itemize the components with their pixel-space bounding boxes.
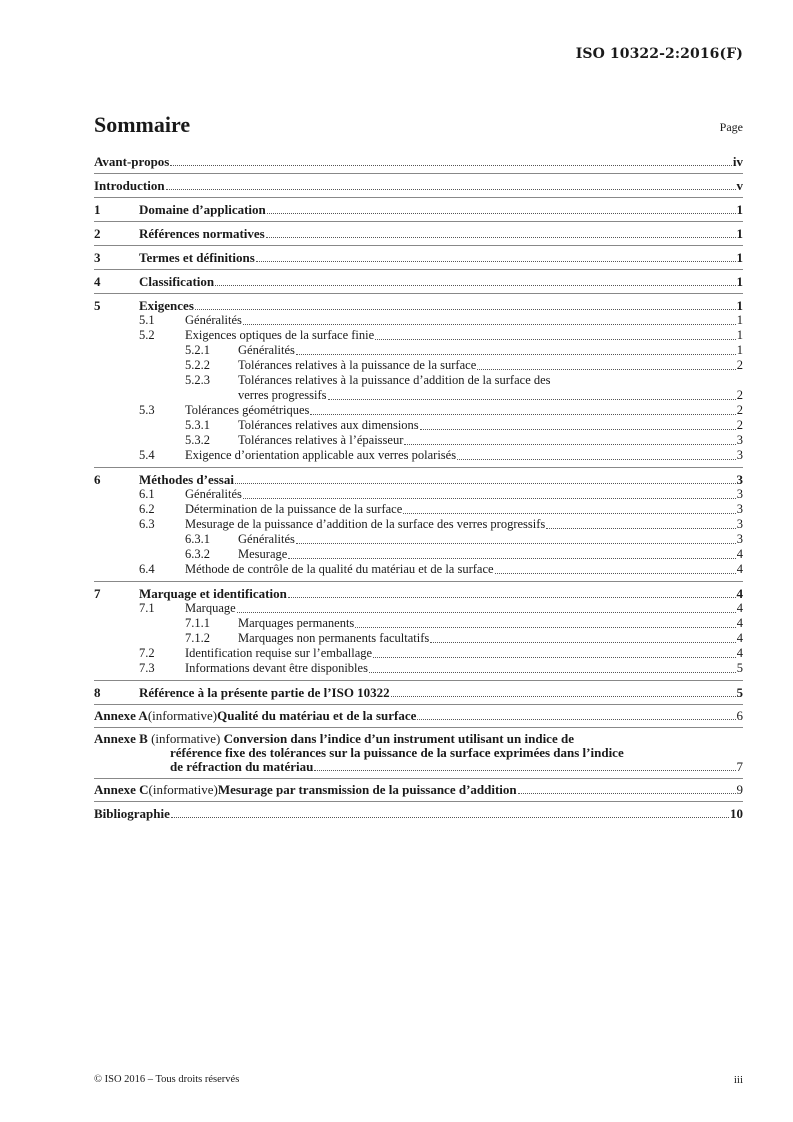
toc-separator <box>94 173 743 174</box>
bibliography-page: 10 <box>730 806 743 821</box>
toc-entry[interactable] <box>94 274 743 289</box>
annex-title: de réfraction du matériau <box>170 759 314 774</box>
toc-entry-number: 6.4 <box>139 562 155 576</box>
annex-entry[interactable] <box>94 783 743 797</box>
toc-entry-line <box>94 586 743 601</box>
toc-entry[interactable] <box>94 631 743 646</box>
page-title: Sommaire <box>94 112 191 137</box>
toc-entry-title: Références normatives <box>139 226 265 241</box>
toc-entry-page: 4 <box>736 601 743 615</box>
dot-leader <box>296 354 736 355</box>
toc-entry-line <box>139 313 743 328</box>
toc-entry-title: Termes et définitions <box>139 250 255 265</box>
document-id: ISO 10322-2:2016(F) <box>575 46 743 62</box>
toc-entry-number: 5.2 <box>139 328 155 342</box>
toc-entry-title: Marquage et identification <box>139 586 287 601</box>
toc-entry-number: 5.3 <box>139 403 155 417</box>
toc-entry-page: 1 <box>736 250 743 265</box>
annex-title: référence fixe des tolérances sur la puissance de la surface exprimées dans l’indice <box>170 745 624 760</box>
toc-entry-page: 1 <box>736 328 743 342</box>
toc-entry[interactable] <box>94 517 743 532</box>
dot-leader <box>495 573 736 574</box>
dot-leader <box>430 642 735 643</box>
toc-entry-number: 3 <box>94 250 101 265</box>
toc-entry-page: 2 <box>736 388 743 402</box>
annex-type: (informative) <box>147 708 218 723</box>
toc-entry-page: 3 <box>736 502 743 516</box>
toc-separator <box>94 704 743 705</box>
toc-entry-line <box>139 328 743 343</box>
toc-entry[interactable] <box>94 202 743 217</box>
annex-label: Annexe A <box>94 708 148 723</box>
toc-entry-title: Généralités <box>238 343 295 357</box>
toc-entry[interactable] <box>94 502 743 517</box>
toc-entry-title: Tolérances relatives aux dimensions <box>238 418 419 432</box>
toc-entry[interactable] <box>94 358 743 373</box>
toc-entry[interactable] <box>94 562 743 577</box>
toc-separator <box>94 581 743 582</box>
toc-entry-line <box>185 343 743 358</box>
toc-entry-page: 1 <box>736 343 743 357</box>
toc-entry-number: 5.1 <box>139 313 155 327</box>
toc-entry-page: iv <box>732 154 743 169</box>
toc-entry-page: 1 <box>736 298 743 313</box>
toc-separator <box>94 778 743 779</box>
toc-entry-title: Mesurage <box>238 547 288 561</box>
toc-entry-number: 5.2.1 <box>185 343 210 357</box>
toc-entry[interactable] <box>94 433 743 448</box>
dot-leader <box>546 528 735 529</box>
toc-entry[interactable] <box>94 547 743 562</box>
toc-entry[interactable] <box>94 646 743 661</box>
toc-entry-title: Méthode de contrôle de la qualité du matériau et de la surface <box>185 562 494 576</box>
toc-entry-number: 2 <box>94 226 101 241</box>
toc-entry[interactable] <box>94 586 743 601</box>
bibliography-entry[interactable] <box>94 806 743 821</box>
toc-entry-line <box>139 646 743 661</box>
toc-entry-title: Tolérances relatives à la puissance d’addition de la surface des <box>238 373 551 387</box>
toc-entry-title: Marquages permanents <box>238 616 355 630</box>
dot-leader <box>417 719 735 720</box>
toc-entry-line <box>94 250 743 265</box>
toc-entry-page: 1 <box>736 202 743 217</box>
toc-entry-line <box>185 373 743 388</box>
page-number: iii <box>733 1074 743 1086</box>
annex-entry-line <box>94 732 743 746</box>
toc-separator <box>94 293 743 294</box>
dot-leader <box>235 483 736 484</box>
toc-entry[interactable] <box>94 343 743 358</box>
toc-entry-title: Généralités <box>185 313 242 327</box>
dot-leader <box>369 672 736 673</box>
dot-leader <box>328 399 736 400</box>
toc-entry-page: 4 <box>736 586 743 601</box>
annex-title: Qualité du matériau et de la surface <box>217 708 417 723</box>
toc-entry-page: 1 <box>736 274 743 289</box>
bibliography-title: Bibliographie <box>94 806 170 821</box>
toc-entry-title: Mesurage de la puissance d’addition de la surface des verres progressifs <box>185 517 546 531</box>
toc-entry[interactable] <box>94 601 743 616</box>
toc-entry[interactable] <box>94 373 743 403</box>
annex-page: 9 <box>736 782 743 797</box>
copyright-notice: © ISO 2016 – Tous droits réservés <box>94 1074 240 1085</box>
annex-entry[interactable] <box>94 709 743 723</box>
annex-page: 6 <box>736 708 743 723</box>
dot-leader <box>420 429 736 430</box>
toc-entry-page: 3 <box>736 532 743 546</box>
dot-leader <box>166 189 736 190</box>
dot-leader <box>288 558 735 559</box>
annex-title: Mesurage par transmission de la puissance d’addition <box>217 782 517 797</box>
dot-leader <box>404 444 735 445</box>
toc-entry-line <box>139 517 743 532</box>
toc-entry-number: 5.4 <box>139 448 155 462</box>
page-column-label: Page <box>719 120 743 134</box>
toc-entry-number: 6.3.2 <box>185 547 210 561</box>
dot-leader <box>457 459 736 460</box>
toc-entry-line <box>94 685 743 700</box>
toc-entry-page: 3 <box>736 472 743 487</box>
toc-entry[interactable] <box>94 418 743 433</box>
toc-entry-page: 1 <box>736 226 743 241</box>
toc-entry-title-continued: verres progressifs <box>238 388 327 402</box>
toc-entry-page: 2 <box>736 358 743 372</box>
toc-entry-page: 4 <box>736 616 743 630</box>
toc-entry-title: Informations devant être disponibles <box>185 661 368 675</box>
dot-leader <box>171 817 729 818</box>
dot-leader <box>518 793 736 794</box>
dot-leader <box>256 261 736 262</box>
dot-leader <box>237 612 736 613</box>
toc-entry-number: 7.1.2 <box>185 631 210 645</box>
toc-entry-page: 2 <box>736 418 743 432</box>
toc-separator <box>94 221 743 222</box>
toc-entry-number: 5.2.2 <box>185 358 210 372</box>
toc-entry-line <box>185 631 743 646</box>
toc-entry-line <box>185 418 743 433</box>
toc-entry-line <box>94 274 743 289</box>
toc-entry-line <box>139 661 743 676</box>
toc-entry-title: Classification <box>139 274 215 289</box>
toc-entry-page: 3 <box>736 517 743 531</box>
toc-entry-line <box>185 388 743 403</box>
toc-entry-title: Tolérances géométriques <box>185 403 310 417</box>
annex-label: Annexe B <box>94 731 148 746</box>
toc-separator <box>94 197 743 198</box>
toc-entry-line <box>94 226 743 241</box>
toc-entry[interactable] <box>94 328 743 343</box>
dot-leader <box>355 627 735 628</box>
annex-label: Annexe C <box>94 782 149 797</box>
toc-entry-title: Détermination de la puissance de la surface <box>185 502 403 516</box>
toc-separator <box>94 467 743 468</box>
dot-leader <box>195 309 736 310</box>
toc-entry-number: 1 <box>94 202 101 217</box>
annex-title: Conversion dans l’indice d’un instrument utilisant un indice de <box>223 731 574 746</box>
toc-entry-line <box>94 154 743 169</box>
dot-leader <box>170 165 732 166</box>
dot-leader <box>288 597 736 598</box>
toc-entry-title: Marquages non permanents facultatifs <box>238 631 430 645</box>
toc-entry-page: 1 <box>736 313 743 327</box>
toc-entry[interactable] <box>94 178 743 193</box>
toc-entry-line <box>94 472 743 487</box>
toc-entry-number: 7.1.1 <box>185 616 210 630</box>
toc-entry[interactable] <box>94 313 743 328</box>
toc-entry-line <box>94 202 743 217</box>
dot-leader <box>373 657 736 658</box>
toc-entry-number: 7.3 <box>139 661 155 675</box>
toc-entry[interactable] <box>94 472 743 487</box>
dot-leader <box>267 213 736 214</box>
toc-separator <box>94 269 743 270</box>
dot-leader <box>375 339 736 340</box>
toc-entry-number: 6.2 <box>139 502 155 516</box>
dot-leader <box>215 285 735 286</box>
toc-entry-number: 8 <box>94 685 101 700</box>
toc-entry[interactable] <box>94 661 743 676</box>
toc-entry-page: 4 <box>736 547 743 561</box>
dot-leader <box>243 324 736 325</box>
annex-entry-line <box>94 783 743 797</box>
toc-separator <box>94 680 743 681</box>
toc-entry-page: 5 <box>736 661 743 675</box>
toc-entry-title: Marquage <box>185 601 236 615</box>
toc-entry-number: 5.3.1 <box>185 418 210 432</box>
toc-entry-page: 5 <box>736 685 743 700</box>
toc-separator <box>94 727 743 728</box>
toc-entry-title: Référence à la présente partie de l’ISO 10322 <box>139 685 390 700</box>
dot-leader <box>314 770 735 771</box>
dot-leader <box>296 543 736 544</box>
toc-entry-page: 4 <box>736 631 743 645</box>
toc-entry[interactable] <box>94 298 743 313</box>
toc-entry[interactable] <box>94 226 743 241</box>
toc-entry[interactable] <box>94 250 743 265</box>
dot-leader <box>310 414 735 415</box>
toc-entry[interactable] <box>94 154 743 169</box>
toc-entry-line <box>139 562 743 577</box>
toc-entry-line <box>139 601 743 616</box>
toc-entry-page: 4 <box>736 646 743 660</box>
toc-entry-title: Domaine d’application <box>139 202 266 217</box>
toc-entry-line <box>139 403 743 418</box>
toc-entry-number: 5.3.2 <box>185 433 210 447</box>
toc-entry-number: 5.2.3 <box>185 373 210 387</box>
toc-entry-page: 3 <box>736 487 743 501</box>
toc-entry-number: 6.3 <box>139 517 155 531</box>
toc-entry-number: 6.1 <box>139 487 155 501</box>
toc-entry-line <box>94 178 743 193</box>
toc-entry-line <box>139 448 743 463</box>
toc-entry-title: Généralités <box>185 487 242 501</box>
toc-entry-title: Tolérances relatives à l’épaisseur <box>238 433 404 447</box>
toc-entry[interactable] <box>94 532 743 547</box>
annex-entry-line <box>94 746 743 760</box>
toc-entry-page: 3 <box>736 433 743 447</box>
toc-entry-line <box>94 806 743 821</box>
toc-entry-line <box>185 547 743 562</box>
toc-entry[interactable] <box>94 403 743 418</box>
annex-page: 7 <box>736 759 743 774</box>
toc-entry-number: 5 <box>94 298 101 313</box>
toc-entry-number: 7.2 <box>139 646 155 660</box>
toc-entry-line <box>185 616 743 631</box>
toc-entry-title: Généralités <box>238 532 295 546</box>
toc-entry-title: Exigences <box>139 298 194 313</box>
toc-entry[interactable] <box>94 448 743 463</box>
dot-leader <box>403 513 735 514</box>
toc-entry-line <box>185 433 743 448</box>
toc-entry-line <box>139 487 743 502</box>
toc-entry-title: Avant-propos <box>94 154 170 169</box>
toc-entry-number: 4 <box>94 274 101 289</box>
toc-entry-line <box>139 502 743 517</box>
dot-leader <box>243 498 736 499</box>
toc-entry-page: 4 <box>736 562 743 576</box>
toc-entry-title: Exigence d’orientation applicable aux verres polarisés <box>185 448 457 462</box>
toc-entry-line <box>185 358 743 373</box>
dot-leader <box>266 237 736 238</box>
toc-entry-page: 2 <box>736 403 743 417</box>
toc-entry-page: 3 <box>736 448 743 462</box>
annex-entry[interactable] <box>94 732 743 774</box>
annex-entry-line <box>94 709 743 723</box>
toc-entry-title: Tolérances relatives à la puissance de la surface <box>238 358 477 372</box>
toc-entry[interactable] <box>94 487 743 502</box>
toc-separator <box>94 245 743 246</box>
toc-entry-title: Exigences optiques de la surface finie <box>185 328 375 342</box>
table-of-contents <box>94 154 743 821</box>
toc-entry-number: 7 <box>94 586 101 601</box>
toc-entry-line <box>185 532 743 547</box>
toc-entry[interactable] <box>94 685 743 700</box>
annex-type: (informative) <box>148 782 218 797</box>
dot-leader <box>391 696 736 697</box>
annex-entry-line <box>94 760 743 774</box>
annex-type: (informative) <box>151 731 221 746</box>
toc-entry[interactable] <box>94 616 743 631</box>
dot-leader <box>477 369 736 370</box>
toc-entry-title: Méthodes d’essai <box>139 472 234 487</box>
toc-entry-number: 6.3.1 <box>185 532 210 546</box>
toc-entry-line <box>94 298 743 313</box>
toc-entry-number: 6 <box>94 472 101 487</box>
toc-entry-title: Identification requise sur l’emballage <box>185 646 373 660</box>
toc-separator <box>94 801 743 802</box>
toc-entry-number: 7.1 <box>139 601 155 615</box>
toc-entry-page: v <box>736 178 743 193</box>
toc-entry-title: Introduction <box>94 178 165 193</box>
